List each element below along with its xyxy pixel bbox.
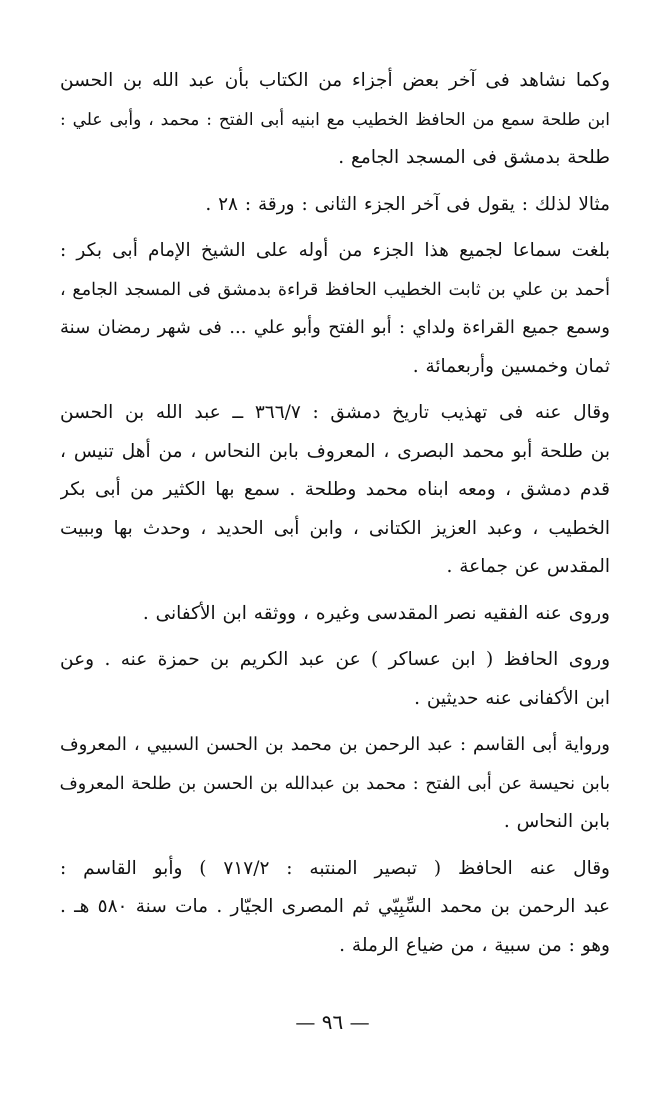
text-line: الخطيب ، وعبد العزيز الكتانى ، وابن أبى الحديد ، وحدث بها وببيت (60, 517, 610, 539)
paragraph-5 (60, 595, 610, 634)
text-line: مثالا لذلك : يقول فى آخر الجزء الثانى : ورقة : ٢٨ . (205, 193, 610, 215)
text-line: طلحة بدمشق فى المسجد الجامع . (338, 147, 610, 168)
text-line: قدم دمشق ، ومعه ابناه محمد وطلحة . سمع بها الكثير من أبى بكر (60, 479, 610, 500)
text-line: وروى الحافظ ( ابن عساكر ) عن عبد الكريم بن حمزة عنه . وعن (60, 649, 610, 670)
text-line: ابن الأكفانى عنه حديثين . (414, 687, 610, 709)
paragraph-7 (60, 726, 610, 842)
page-number: — ٩٦ — (295, 1010, 370, 1034)
text-line: أحمد بن علي بن ثابت الخطيب الحافظ قراءة بدمشق فى المسجد الجامع ، (60, 279, 610, 300)
page-body (60, 62, 610, 965)
text-line: وروى عنه الفقيه نصر المقدسى وغيره ، ووثقه ابن الأكفانى . (142, 602, 610, 624)
text-line: وكما نشاهد فى آخر بعض أجزاء من الكتاب بأن عبد الله بن الحسن (60, 70, 610, 91)
paragraph-3 (60, 232, 610, 386)
text-line: بابن نحيسة عن أبى الفتح : محمد بن عبدالله بن الحسن بن طلحة المعروف (60, 773, 610, 794)
text-line: وهو : من سبية ، من ضياع الرملة . (339, 934, 610, 956)
text-line: بلغت سماعا لجميع هذا الجزء من أوله على الشيخ الإمام أبى بكر : (60, 240, 610, 261)
paragraph-4 (60, 394, 610, 587)
text-line: ابن طلحة سمع من الحافظ الخطيب مع ابنيه أبى الفتح : محمد ، وأبى علي : (60, 109, 610, 130)
text-line: بن طلحة أبو محمد البصرى ، المعروف بابن النحاس ، من أهل تنيس ، (60, 440, 610, 462)
text-line: عبد الرحمن بن محمد السِّبِيّي ثم المصرى الجيّار . مات سنة ٥٨٠ هـ . (60, 896, 610, 917)
paragraph-6 (60, 641, 610, 718)
text-line: المقدس عن جماعة . (446, 556, 610, 577)
text-line: بابن النحاس . (503, 811, 610, 832)
text-line: وقال عنه الحافظ ( تبصير المنتبه : ٧١٧/٢ ) وأبو القاسم : (60, 857, 610, 879)
paragraph-8 (60, 850, 610, 966)
text-line: وقال عنه فى تهذيب تاريخ دمشق : ٣٦٦/٧ ــ عبد الله بن الحسن (60, 402, 610, 423)
paragraph-1 (60, 62, 610, 178)
text-line: ثمان وخمسين وأربعمائة . (412, 355, 610, 377)
paragraph-2 (60, 186, 610, 225)
text-line: ورواية أبى القاسم : عبد الرحمن بن محمد بن الحسن السبيي ، المعروف (60, 734, 610, 755)
text-line: وسمع جميع القراءة ولداي : أبو الفتح وأبو علي ... فى شهر رمضان سنة (60, 317, 610, 338)
